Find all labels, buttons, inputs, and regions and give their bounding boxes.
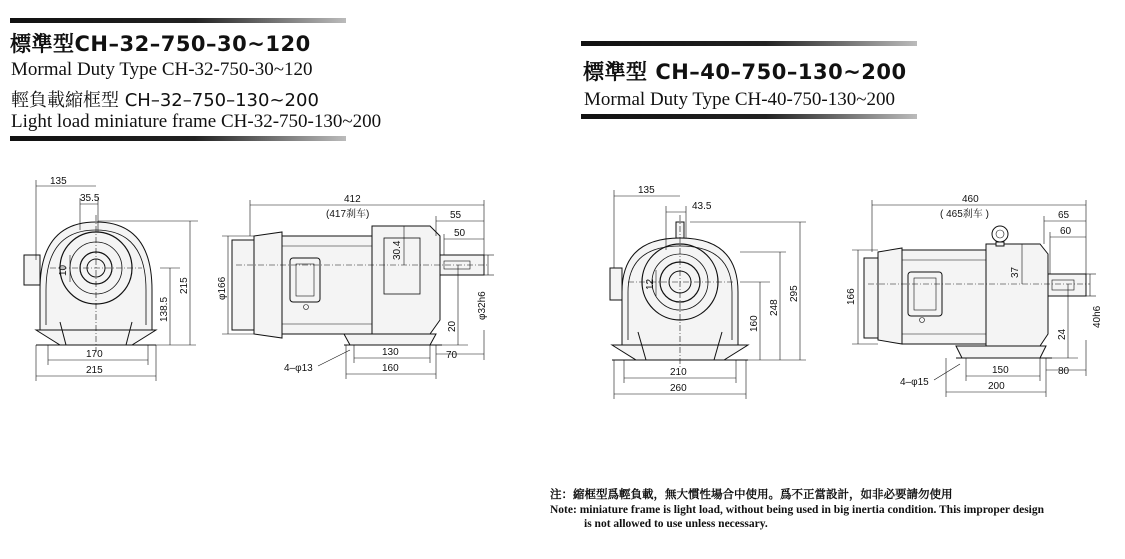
dim-right-200: 200 <box>988 381 1005 392</box>
dim-right-465-brake: ( 465刹车 ) <box>940 209 989 220</box>
dim-left-32h6: φ32h6 <box>477 291 488 320</box>
left-light-subtitle: Light load miniature frame CH-32-750-130~200 <box>11 111 382 132</box>
left-subtitle: Mormal Duty Type CH-32-750-30~120 <box>11 59 313 80</box>
dim-right-160: 160 <box>749 315 760 332</box>
right-title-cn: 標準型 <box>583 60 648 84</box>
dim-right-260: 260 <box>670 383 687 394</box>
dim-left-30-4: 30.4 <box>392 240 403 260</box>
dim-right-150: 150 <box>992 365 1009 376</box>
left-light-cn: 輕負載縮框型 <box>11 90 119 111</box>
dim-right-37: 37 <box>1010 266 1021 278</box>
dim-left-160: 160 <box>382 363 399 374</box>
dim-right-40h6: 40h6 <box>1092 305 1103 328</box>
dim-left-70: 70 <box>446 350 458 361</box>
dim-left-35-5: 35.5 <box>80 193 100 204</box>
left-title-model: CH–32–750–30~120 <box>74 32 311 56</box>
dim-left-215-h: 215 <box>86 365 103 376</box>
note-en-line1: Note: miniature frame is light load, without being used in big inertia condition. This improper design <box>550 504 1045 516</box>
dim-right-24: 24 <box>1057 328 1068 340</box>
dim-left-166: φ166 <box>217 276 228 300</box>
note-cn: 注：縮框型爲輕負載，無大慣性場合中使用。爲不正當設計，如非必要請勿使用 <box>550 487 953 501</box>
dim-right-295: 295 <box>789 285 800 302</box>
dim-right-60: 60 <box>1060 226 1072 237</box>
dim-right-166: 166 <box>846 288 857 305</box>
dim-right-248: 248 <box>769 299 780 316</box>
dim-left-50: 50 <box>454 228 466 239</box>
dim-right-12: 12 <box>645 278 656 290</box>
right-title-model: CH–40–750–130~200 <box>655 60 907 84</box>
dim-right-43-5: 43.5 <box>692 201 712 212</box>
dim-right-135: 135 <box>638 185 655 196</box>
left-front-view <box>24 215 156 352</box>
dim-left-412: 412 <box>344 194 361 205</box>
dim-left-55: 55 <box>450 210 462 221</box>
note-en-line2: is not allowed to use unless necessary. <box>584 518 768 530</box>
dim-left-215-v: 215 <box>179 277 190 294</box>
dim-left-holes: 4–φ13 <box>284 363 313 374</box>
dim-left-130: 130 <box>382 347 399 358</box>
dim-right-65: 65 <box>1058 210 1070 221</box>
dim-left-135: 135 <box>50 176 67 187</box>
left-title-cn: 標準型 <box>10 32 75 56</box>
dim-right-80: 80 <box>1058 366 1070 377</box>
dim-left-170: 170 <box>86 349 103 360</box>
dim-left-20: 20 <box>447 320 458 332</box>
dim-right-holes: 4–φ15 <box>900 377 929 388</box>
dim-left-10: 10 <box>58 264 69 276</box>
dim-left-138-5: 138.5 <box>159 296 170 322</box>
right-front-view <box>610 215 748 368</box>
left-light-model: CH–32–750–130~200 <box>124 90 319 111</box>
dim-right-460: 460 <box>962 194 979 205</box>
right-subtitle: Mormal Duty Type CH-40-750-130~200 <box>584 89 895 110</box>
dim-left-417-brake: (417刹车) <box>326 209 370 220</box>
dim-right-210: 210 <box>670 367 687 378</box>
